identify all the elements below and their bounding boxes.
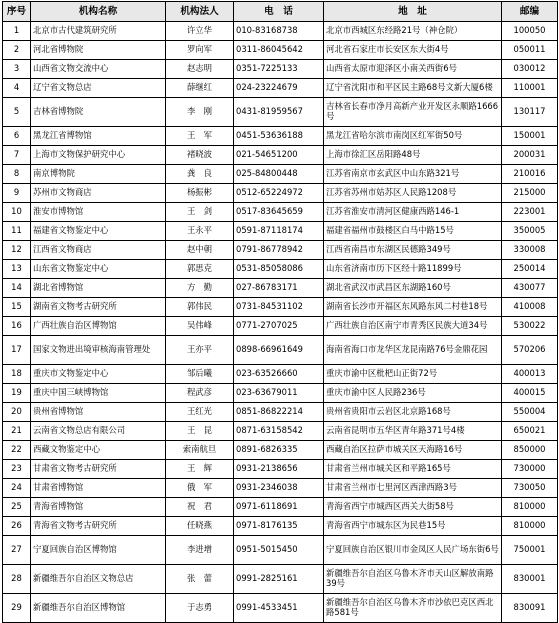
cell-name: 黑龙江省博物馆 (31, 127, 166, 146)
cell-addr: 吉林省长春市净月高新产业开发区永顺路1666号 (324, 98, 502, 127)
table-row (3, 98, 558, 127)
cell-rep: 王 昆 (166, 422, 234, 441)
cell-index: 5 (3, 98, 31, 127)
cell-addr: 甘肃省兰州市七里河区西津西路3号 (324, 479, 502, 498)
cell-name: 吉林省博物院 (31, 98, 166, 127)
cell-index: 7 (3, 146, 31, 165)
cell-addr: 河北省石家庄市长安区东大街4号 (324, 41, 502, 60)
cell-rep: 王永平 (166, 222, 234, 241)
cell-tel: 0851-86822214 (234, 403, 324, 422)
table-header-row (3, 2, 558, 22)
cell-tel: 0971-6118691 (234, 498, 324, 517)
cell-tel: 0771-2707025 (234, 317, 324, 336)
cell-index: 9 (3, 184, 31, 203)
cell-zip: 750001 (502, 536, 558, 565)
cell-tel: 0991-4533451 (234, 594, 324, 623)
cell-tel: 0311-86045642 (234, 41, 324, 60)
cell-rep: 许立华 (166, 22, 234, 41)
cell-addr: 江苏省淮安市清河区健康西路146-1 (324, 203, 502, 222)
cell-index: 4 (3, 79, 31, 98)
cell-rep: 程武彦 (166, 384, 234, 403)
cell-index: 28 (3, 565, 31, 594)
cell-rep: 郭思克 (166, 260, 234, 279)
cell-zip: 110001 (502, 79, 558, 98)
cell-index: 1 (3, 22, 31, 41)
cell-name: 新疆维吾尔自治区文物总店 (31, 565, 166, 594)
cell-rep: 王 军 (166, 127, 234, 146)
table-row (3, 536, 558, 565)
cell-rep: 邹后曦 (166, 365, 234, 384)
cell-tel: 0431-81959567 (234, 98, 324, 127)
cell-name: 青海省文物考古研究所 (31, 517, 166, 536)
table-row (3, 184, 558, 203)
cell-addr: 江西省南昌市东湖区民德路349号 (324, 241, 502, 260)
cell-tel: 0871-63158542 (234, 422, 324, 441)
table-row (3, 41, 558, 60)
cell-name: 青海省博物馆 (31, 498, 166, 517)
cell-addr: 福建省福州市鼓楼区白马中路15号 (324, 222, 502, 241)
table-row (3, 460, 558, 479)
cell-tel: 0451-53636188 (234, 127, 324, 146)
cell-index: 8 (3, 165, 31, 184)
cell-zip: 530022 (502, 317, 558, 336)
cell-rep: 张 蕾 (166, 565, 234, 594)
cell-zip: 400015 (502, 384, 558, 403)
cell-addr: 重庆市渝中区枇杷山正街72号 (324, 365, 502, 384)
cell-rep: 索南航旦 (166, 441, 234, 460)
header-name: 机构名称 (31, 2, 166, 22)
cell-name: 宁夏回族自治区博物馆 (31, 536, 166, 565)
cell-addr: 青海省西宁市城西区西关大街58号 (324, 498, 502, 517)
cell-tel: 0351-7225133 (234, 60, 324, 79)
cell-tel: 0517-83645659 (234, 203, 324, 222)
cell-index: 13 (3, 260, 31, 279)
table-row (3, 403, 558, 422)
cell-index: 6 (3, 127, 31, 146)
cell-rep: 俄 军 (166, 479, 234, 498)
cell-name: 湖北省博物馆 (31, 279, 166, 298)
cell-zip: 030012 (502, 60, 558, 79)
cell-addr: 西藏自治区拉萨市城关区天海路16号 (324, 441, 502, 460)
cell-rep: 罗向军 (166, 41, 234, 60)
cell-index: 25 (3, 498, 31, 517)
cell-zip: 730050 (502, 479, 558, 498)
cell-tel: 021-54651200 (234, 146, 324, 165)
cell-addr: 青海省西宁市城东区为民巷15号 (324, 517, 502, 536)
cell-zip: 830001 (502, 565, 558, 594)
table-row (3, 241, 558, 260)
header-rep: 机构法人 (166, 2, 234, 22)
cell-zip: 350005 (502, 222, 558, 241)
institution-table (2, 1, 558, 623)
cell-zip: 810000 (502, 517, 558, 536)
cell-index: 19 (3, 384, 31, 403)
cell-rep: 褚晓波 (166, 146, 234, 165)
cell-addr: 山东省济南市历下区经十路11899号 (324, 260, 502, 279)
cell-zip: 410008 (502, 298, 558, 317)
table-row (3, 517, 558, 536)
cell-rep: 薛继红 (166, 79, 234, 98)
cell-tel: 0591-87118174 (234, 222, 324, 241)
cell-name: 山西省文物交流中心 (31, 60, 166, 79)
cell-addr: 湖北省武汉市武昌区东湖路160号 (324, 279, 502, 298)
cell-zip: 650021 (502, 422, 558, 441)
cell-name: 江西省文物商店 (31, 241, 166, 260)
cell-zip: 810000 (502, 498, 558, 517)
cell-tel: 023-63526660 (234, 365, 324, 384)
cell-name: 辽宁省文物总店 (31, 79, 166, 98)
cell-index: 29 (3, 594, 31, 623)
cell-addr: 云南省昆明市五华区青年路371号4楼 (324, 422, 502, 441)
cell-rep: 李 刚 (166, 98, 234, 127)
cell-addr: 甘肃省兰州市城关区和平路165号 (324, 460, 502, 479)
cell-tel: 024-23224679 (234, 79, 324, 98)
table-row (3, 22, 558, 41)
cell-rep: 赵中朝 (166, 241, 234, 260)
cell-tel: 0991-2825161 (234, 565, 324, 594)
cell-index: 22 (3, 441, 31, 460)
cell-addr: 江苏省南京市玄武区中山东路321号 (324, 165, 502, 184)
cell-rep: 王红光 (166, 403, 234, 422)
table-row (3, 565, 558, 594)
cell-name: 重庆中国三峡博物馆 (31, 384, 166, 403)
cell-name: 上海市文物保护研究中心 (31, 146, 166, 165)
table-row (3, 279, 558, 298)
table-row (3, 317, 558, 336)
cell-rep: 龚 良 (166, 165, 234, 184)
cell-index: 14 (3, 279, 31, 298)
table-row (3, 222, 558, 241)
cell-zip: 830091 (502, 594, 558, 623)
cell-tel: 010-83168738 (234, 22, 324, 41)
cell-name: 甘肃省文物考古研究所 (31, 460, 166, 479)
cell-tel: 023-63679011 (234, 384, 324, 403)
cell-rep: 杨振彬 (166, 184, 234, 203)
cell-name: 南京博物院 (31, 165, 166, 184)
cell-index: 21 (3, 422, 31, 441)
cell-addr: 广西壮族自治区南宁市青秀区民族大道34号 (324, 317, 502, 336)
table-row (3, 365, 558, 384)
cell-tel: 0891-6826335 (234, 441, 324, 460)
cell-rep: 于志勇 (166, 594, 234, 623)
cell-zip: 330008 (502, 241, 558, 260)
table-row (3, 146, 558, 165)
cell-name: 贵州省博物馆 (31, 403, 166, 422)
cell-rep: 王 剑 (166, 203, 234, 222)
header-tel: 电 话 (234, 2, 324, 22)
table-row (3, 479, 558, 498)
cell-rep: 任晓燕 (166, 517, 234, 536)
cell-index: 15 (3, 298, 31, 317)
cell-name: 西藏文物鉴定中心 (31, 441, 166, 460)
cell-zip: 850000 (502, 441, 558, 460)
cell-index: 24 (3, 479, 31, 498)
cell-addr: 山西省太原市迎泽区小南关西街6号 (324, 60, 502, 79)
cell-zip: 400013 (502, 365, 558, 384)
cell-addr: 新疆维吾尔自治区乌鲁木齐市沙依巴克区西北路581号 (324, 594, 502, 623)
cell-zip: 223001 (502, 203, 558, 222)
cell-index: 23 (3, 460, 31, 479)
cell-rep: 赵志明 (166, 60, 234, 79)
cell-zip: 250014 (502, 260, 558, 279)
table-row (3, 422, 558, 441)
cell-addr: 江苏省苏州市姑苏区人民路1208号 (324, 184, 502, 203)
cell-index: 27 (3, 536, 31, 565)
cell-name: 山东省文物鉴定中心 (31, 260, 166, 279)
cell-tel: 0898-66961649 (234, 336, 324, 365)
cell-name: 新疆维吾尔自治区博物馆 (31, 594, 166, 623)
table-row (3, 260, 558, 279)
table-row (3, 441, 558, 460)
table-row (3, 498, 558, 517)
cell-name: 甘肃省博物馆 (31, 479, 166, 498)
cell-tel: 0531-85058086 (234, 260, 324, 279)
cell-rep: 王 辉 (166, 460, 234, 479)
cell-zip: 430077 (502, 279, 558, 298)
cell-tel: 025-84800448 (234, 165, 324, 184)
header-addr: 地 址 (324, 2, 502, 22)
cell-index: 20 (3, 403, 31, 422)
cell-tel: 0731-84531102 (234, 298, 324, 317)
table-row (3, 384, 558, 403)
cell-index: 10 (3, 203, 31, 222)
cell-addr: 宁夏回族自治区银川市金凤区人民广场东街6号 (324, 536, 502, 565)
cell-addr: 新疆维吾尔自治区乌鲁木齐市天山区解放南路39号 (324, 565, 502, 594)
cell-zip: 150001 (502, 127, 558, 146)
cell-addr: 湖南省长沙市开福区东风路东风二村巷18号 (324, 298, 502, 317)
cell-zip: 215000 (502, 184, 558, 203)
table-row (3, 336, 558, 365)
cell-rep: 方 勤 (166, 279, 234, 298)
cell-name: 河北省博物院 (31, 41, 166, 60)
cell-addr: 重庆市渝中区人民路236号 (324, 384, 502, 403)
cell-addr: 黑龙江省哈尔滨市南岗区红军街50号 (324, 127, 502, 146)
table-row (3, 165, 558, 184)
table-row (3, 298, 558, 317)
table-row (3, 127, 558, 146)
cell-name: 云南省文物总店有限公司 (31, 422, 166, 441)
table-row (3, 60, 558, 79)
cell-addr: 海南省海口市龙华区龙昆南路76号金鼎花园 (324, 336, 502, 365)
cell-addr: 辽宁省沈阳市和平区民主路68号文新大厦6楼 (324, 79, 502, 98)
header-index: 序号 (3, 2, 31, 22)
cell-tel: 0512-65224972 (234, 184, 324, 203)
cell-name: 湖南省文物考古研究所 (31, 298, 166, 317)
cell-name: 重庆市文物鉴定中心 (31, 365, 166, 384)
cell-addr: 贵州省贵阳市云岩区北京路168号 (324, 403, 502, 422)
cell-tel: 0951-5015450 (234, 536, 324, 565)
cell-zip: 050011 (502, 41, 558, 60)
cell-index: 12 (3, 241, 31, 260)
table-row (3, 594, 558, 623)
cell-tel: 0971-8176135 (234, 517, 324, 536)
cell-addr: 北京市西城区东经路21号（神仓院） (324, 22, 502, 41)
table-body (3, 22, 558, 623)
cell-rep: 王亦平 (166, 336, 234, 365)
cell-zip: 550004 (502, 403, 558, 422)
cell-name: 国家文物进出境审核海南管理处 (31, 336, 166, 365)
cell-zip: 130117 (502, 98, 558, 127)
institution-table-container (2, 1, 557, 617)
cell-name: 苏州市文物商店 (31, 184, 166, 203)
cell-tel: 0931-2138656 (234, 460, 324, 479)
cell-name: 广西壮族自治区博物馆 (31, 317, 166, 336)
cell-index: 26 (3, 517, 31, 536)
cell-index: 16 (3, 317, 31, 336)
cell-zip: 210016 (502, 165, 558, 184)
cell-name: 福建省文物鉴定中心 (31, 222, 166, 241)
cell-tel: 0791-86778942 (234, 241, 324, 260)
cell-index: 11 (3, 222, 31, 241)
cell-index: 2 (3, 41, 31, 60)
cell-zip: 100050 (502, 22, 558, 41)
table-row (3, 203, 558, 222)
cell-tel: 027-86783171 (234, 279, 324, 298)
cell-rep: 郭伟民 (166, 298, 234, 317)
table-row (3, 79, 558, 98)
cell-rep: 吴伟峰 (166, 317, 234, 336)
cell-addr: 上海市徐汇区岳阳路48号 (324, 146, 502, 165)
cell-tel: 0931-2346038 (234, 479, 324, 498)
cell-name: 北京市古代建筑研究所 (31, 22, 166, 41)
cell-rep: 祝 君 (166, 498, 234, 517)
cell-zip: 200031 (502, 146, 558, 165)
cell-name: 淮安市博物馆 (31, 203, 166, 222)
cell-index: 17 (3, 336, 31, 365)
cell-zip: 730000 (502, 460, 558, 479)
header-zip: 邮编 (502, 2, 558, 22)
cell-zip: 570206 (502, 336, 558, 365)
cell-index: 18 (3, 365, 31, 384)
cell-index: 3 (3, 60, 31, 79)
cell-rep: 李进增 (166, 536, 234, 565)
